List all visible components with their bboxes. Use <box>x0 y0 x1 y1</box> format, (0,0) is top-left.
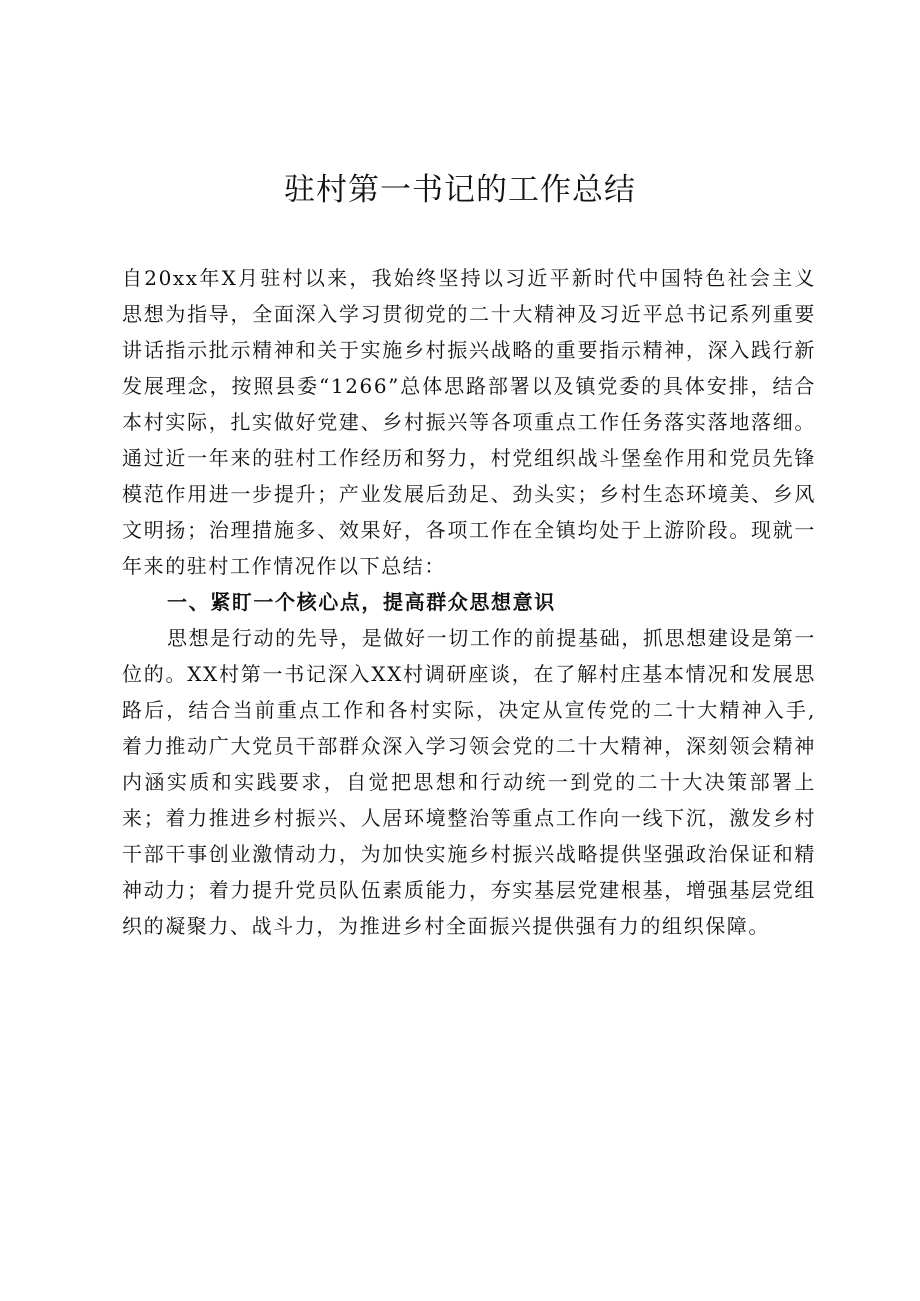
intro-paragraph: 自20xx年X月驻村以来，我始终坚持以习近平新时代中国特色社会主义思想为指导，全面深入学习贯彻党的二十大精神及习近平总书记系列重要讲话指示批示精神和关于实施乡村振兴战略的重要指示精神，深入践行新发展理念，按照县委“1266”总体思路部署以及镇党委的具体安排，结合本村实际，扎实做好党建、乡村振兴等各项重点工作任务落实落地落细。通过近一年来的驻村工作经历和努力，村党组织战斗堡垒作用和党员先锋模范作用进一步提升；产业发展后劲足、劲头实；乡村生态环境美、乡风文明扬；治理措施多、效果好，各项工作在全镇均处于上游阶段。现就一年来的驻村工作情况作以下总结： <box>122 266 816 578</box>
document-body <box>122 260 816 944</box>
section-heading-1: 一、紧盯一个核心点，提高群众思想意识 <box>167 590 556 614</box>
section-1-paragraph: 思想是行动的先导，是做好一切工作的前提基础，抓思想建设是第一位的。XX村第一书记深入XX村调研座谈，在了解村庄基本情况和发展思路后，结合当前重点工作和各村实际，决定从宣传党的二十大精神入手,着力推动广大党员干部群众深入学习领会党的二十大精神，深刻领会精神内涵实质和实践要求，自觉把思想和行动统一到党的二十大决策部署上来；着力推进乡村振兴、人居环境整治等重点工作向一线下沉，激发乡村干部干事创业激情动力，为加快实施乡村振兴战略提供坚强政治保证和精神动力；着力提升党员队伍素质能力，夯实基层党建根基，增强基层党组织的凝聚力、战斗力，为推进乡村全面振兴提供强有力的组织保障。 <box>122 626 816 938</box>
document-title: 驻村第一书记的工作总结 <box>284 172 636 208</box>
